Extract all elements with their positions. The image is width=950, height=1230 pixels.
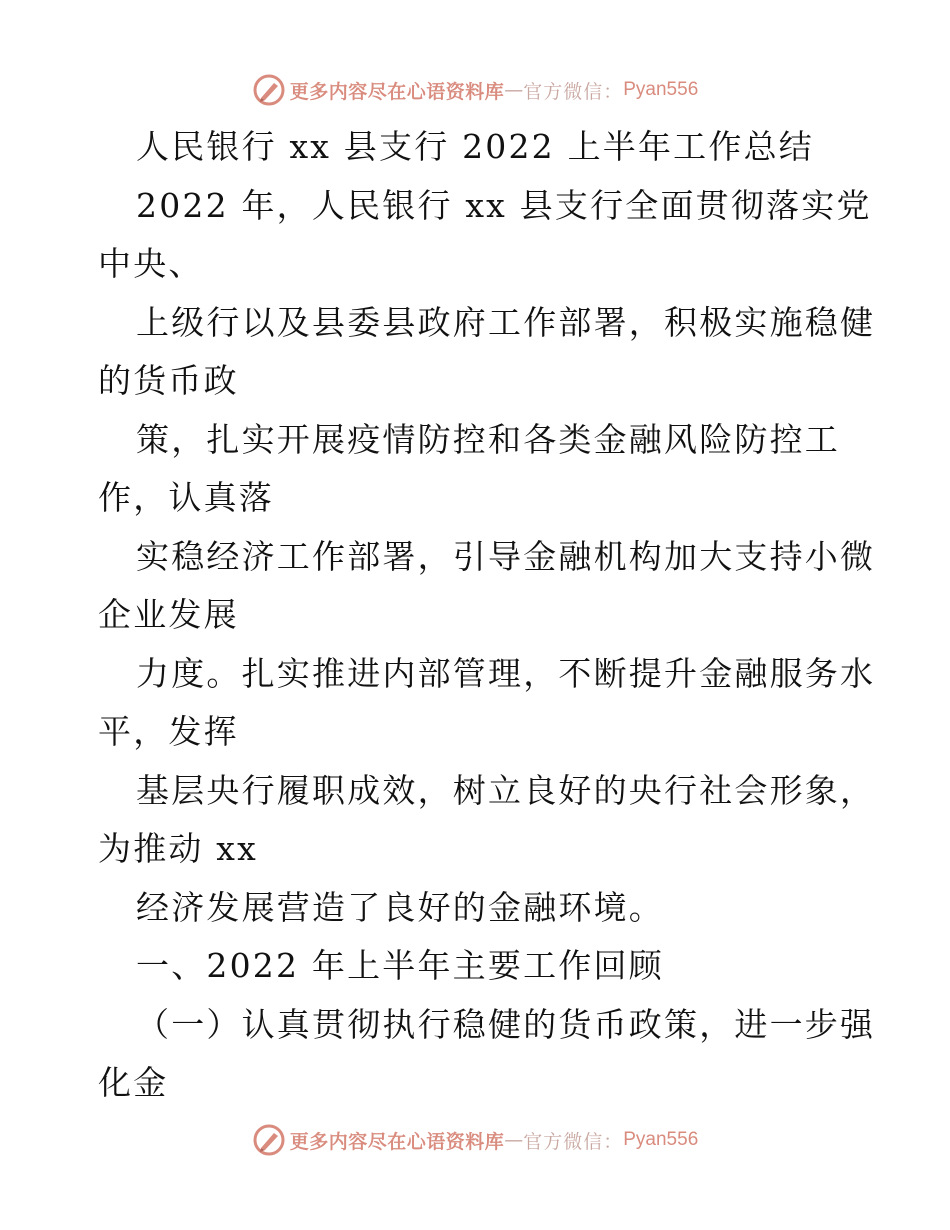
watermark-label: 官方微信： — [523, 1130, 624, 1153]
text-line: 作，认真落 — [98, 478, 274, 517]
text-line: 策，扎实开展疫情防控和各类金融风险防控工 — [136, 419, 840, 459]
text-line: 平，发挥 — [98, 712, 239, 751]
text-line: 上级行以及县委县政府工作部署，积极实施稳健 — [136, 302, 876, 342]
text-line: 一、2022 年上半年主要工作回顾 — [136, 946, 664, 985]
text-line: 为推动 xx — [98, 829, 258, 868]
watermark-site: 更多内容尽在心语资料库 — [289, 1130, 505, 1153]
text-line: 人民银行 xx 县支行 2022 上半年工作总结 — [136, 127, 814, 166]
text-line: 经济发展营造了良好的金融环境。 — [136, 887, 664, 927]
text-line: （一）认真贯彻执行稳健的货币政策，进一步强 — [136, 1004, 876, 1044]
text-line: 的货币政 — [98, 361, 239, 400]
text-line: 企业发展 — [98, 595, 239, 634]
watermark-wechat-id: Pyan556 — [623, 1129, 699, 1150]
watermark-wechat-id: Pyan556 — [623, 79, 699, 100]
text-line: 力度。扎实推进内部管理，不断提升金融服务水 — [136, 653, 876, 693]
text-line: 2022 年，人民银行 xx 县支行全面贯彻落实党 — [136, 185, 872, 225]
document-body — [98, 118, 878, 1113]
watermark-site: 更多内容尽在心语资料库 — [289, 80, 505, 103]
text-line: 实稳经济工作部署，引导金融机构加大支持小微 — [136, 536, 876, 576]
watermark-separator: — — [504, 1129, 524, 1151]
text-line: 基层央行履职成效，树立良好的央行社会形象， — [136, 770, 876, 810]
pen-logo-icon — [252, 1123, 286, 1157]
watermark-label: 官方微信： — [523, 80, 624, 103]
header-watermark — [0, 70, 950, 110]
pen-logo-icon — [252, 73, 286, 107]
text-line: 化金 — [98, 1063, 169, 1102]
text-line: 中央、 — [98, 244, 204, 283]
watermark-separator: — — [504, 79, 524, 101]
footer-watermark — [0, 1120, 950, 1160]
